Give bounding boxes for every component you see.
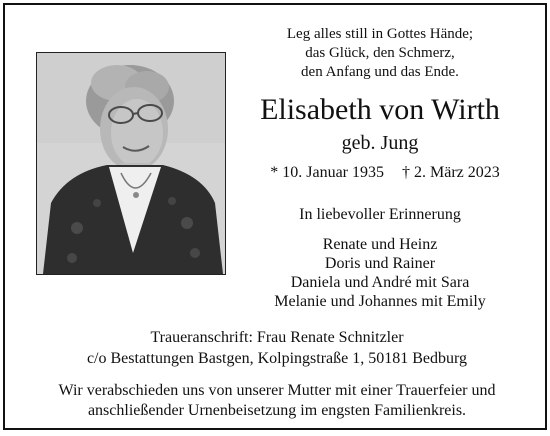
mourner: Melanie und Johannes mit Emily: [274, 293, 486, 310]
mourner: Doris und Rainer: [324, 255, 436, 272]
birth-date: * 10. Januar 1935: [270, 164, 384, 181]
verse-line: den Anfang und das Ende.: [301, 64, 459, 80]
birth-name: geb. Jung: [341, 132, 419, 154]
verse: [260, 25, 500, 82]
closing-text: [25, 381, 529, 421]
mourning-address: [45, 327, 509, 369]
mourner: Daniela und André mit Sara: [290, 274, 470, 291]
obituary-notice: [3, 3, 547, 430]
memory-line: In liebevoller Erinnerung: [299, 206, 461, 223]
address-line: Traueranschrift: Frau Renate Schnitzler: [150, 329, 404, 346]
life-dates: [255, 163, 515, 183]
portrait-photo: [36, 52, 226, 275]
mourners-list: [245, 235, 515, 311]
deceased-name: Elisabeth von Wirth: [260, 93, 500, 126]
closing-line: Wir verabschieden uns von unserer Mutter mit einer Trauerfeier und: [58, 382, 496, 399]
closing-line: anschließender Urnenbeisetzung im engsten Familienkreis.: [87, 402, 467, 419]
mourner: Renate und Heinz: [322, 236, 438, 253]
address-line: c/o Bestattungen Bastgen, Kolpingstraße 1, 50181 Bedburg: [86, 350, 468, 367]
verse-line: das Glück, den Schmerz,: [305, 45, 455, 61]
death-date: † 2. März 2023: [402, 164, 500, 181]
verse-line: Leg alles still in Gottes Hände;: [286, 26, 474, 42]
